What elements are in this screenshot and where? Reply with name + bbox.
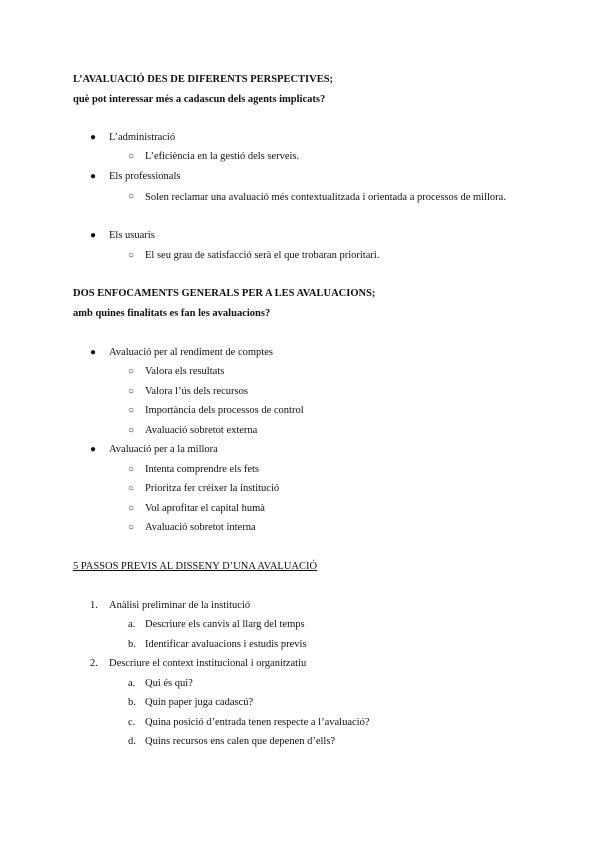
bullet-icon: ● [90, 444, 97, 455]
sub-list-item: Valora l’ús dels recursos [145, 386, 248, 397]
list-item: Descriure el context institucional i organitzatiu [109, 658, 307, 669]
sub-list-item: Valora els resultats [145, 366, 225, 377]
list-letter: c. [128, 717, 136, 728]
list-item: Avaluació per a la millora [109, 444, 218, 455]
circle-bullet-icon: ○ [128, 425, 135, 436]
section2-title: DOS ENFOCAMENTS GENERALS PER A LES AVALUACIONS; [73, 288, 376, 299]
sub-list-item: Descriure els canvis al llarg del temps [145, 619, 305, 630]
circle-bullet-icon: ○ [128, 503, 135, 514]
section1-subtitle: què pot interessar més a cadascun dels agents implicats? [73, 94, 326, 105]
sub-list-item: Identificar avaluacions i estudis previs [145, 639, 307, 650]
sub-list-item: Quina posició d’entrada tenen respecte a l’avaluació? [145, 717, 370, 728]
sub-list-item: Vol aprofitar el capital humà [145, 503, 265, 514]
sub-list-item: El seu grau de satisfacció serà el que trobaran prioritari. [145, 250, 380, 261]
list-letter: a. [128, 619, 136, 630]
circle-bullet-icon: ○ [128, 522, 135, 533]
circle-bullet-icon: ○ [128, 151, 135, 162]
list-item: Anàlisi preliminar de la institució [109, 600, 251, 611]
bullet-icon: ● [90, 132, 97, 143]
list-letter: b. [128, 639, 136, 650]
circle-bullet-icon: ○ [128, 405, 135, 416]
sub-list-item: Intenta comprendre els fets [145, 464, 259, 475]
sub-list-item: Avaluació sobretot externa [145, 425, 258, 436]
list-letter: d. [128, 736, 136, 747]
sub-list-item: Solen reclamar una avaluació més contextualitzada i orientada a processos de millora. [145, 192, 506, 203]
bullet-icon: ● [90, 171, 97, 182]
list-item: Avaluació per al rendiment de comptes [109, 347, 273, 358]
circle-bullet-icon: ○ [128, 483, 135, 494]
section1-title: L’AVALUACIÓ DES DE DIFERENTS PERSPECTIVES; [73, 74, 334, 85]
sub-list-item: Importància dels processos de control [145, 405, 304, 416]
list-number: 2. [90, 658, 98, 669]
sub-list-item: Quin paper juga cadascú? [145, 697, 254, 708]
list-item: Els usuaris [109, 230, 155, 241]
list-letter: b. [128, 697, 136, 708]
list-item: L’administració [109, 132, 176, 143]
sub-list-item: L’eficiència en la gestió dels serveis. [145, 151, 300, 162]
bullet-icon: ● [90, 230, 97, 241]
sub-list-item: Prioritza fer créixer la institució [145, 483, 280, 494]
list-number: 1. [90, 600, 98, 611]
section2-subtitle: amb quines finalitats es fan les avaluacions? [73, 308, 271, 319]
list-letter: a. [128, 678, 136, 689]
bullet-icon: ● [90, 347, 97, 358]
circle-bullet-icon: ○ [128, 464, 135, 475]
circle-bullet-icon: ○ [128, 250, 135, 261]
circle-bullet-icon: ○ [128, 366, 135, 377]
section3-title: 5 PASSOS PREVIS AL DISSENY D’UNA AVALUACIÓ [73, 561, 318, 572]
circle-bullet-icon: ○ [128, 191, 135, 202]
sub-list-item: Avaluació sobretot interna [145, 522, 256, 533]
circle-bullet-icon: ○ [128, 386, 135, 397]
sub-list-item: Qui és qui? [145, 678, 193, 689]
sub-list-item: Quins recursos ens calen que depenen d’ells? [145, 736, 336, 747]
list-item: Els professionals [109, 171, 181, 182]
